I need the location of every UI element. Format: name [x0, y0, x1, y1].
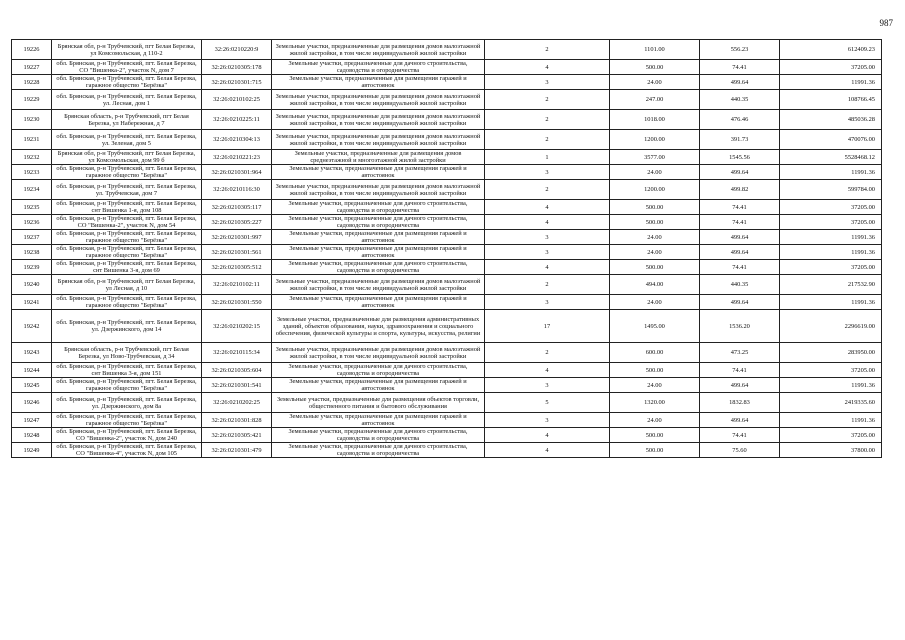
land-use-cell: Земельные участки, предназначенные для размещения гаражей и автостоянок — [272, 75, 485, 90]
land-use-cell: Земельные участки, предназначенные для размещения домов малоэтажной жилой застройки, в том числе индивидуальной жилой застройки — [272, 180, 485, 200]
cadastral-value-cell: 11991.36 — [780, 230, 882, 245]
address-cell: Брянская область, р-н Трубчевский, пгт Белая Березка, ул Ново-Трубчевская, д 34 — [52, 343, 202, 363]
table-row — [12, 130, 882, 150]
cadastral-number-cell: 32:26:0210116:30 — [202, 180, 272, 200]
area-cell: 500.00 — [610, 443, 700, 458]
specific-value-cell: 74.41 — [700, 200, 780, 215]
cadastral-value-cell: 2419335.60 — [780, 393, 882, 413]
row-number: 19237 — [12, 230, 52, 245]
table-row — [12, 150, 882, 165]
cadastral-value-cell: 11991.36 — [780, 413, 882, 428]
land-use-cell: Земельные участки, предназначенные для размещения домов малоэтажной жилой застройки, в том числе индивидуальной жилой застройки — [272, 40, 485, 60]
row-number: 19243 — [12, 343, 52, 363]
table-row — [12, 443, 882, 458]
land-use-cell: Земельные участки, предназначенные для размещения домов малоэтажной жилой застройки, в том числе индивидуальной жилой застройки — [272, 90, 485, 110]
cadastral-number-cell: 32:26:0210305:117 — [202, 200, 272, 215]
use-group-cell: 4 — [485, 428, 610, 443]
row-number: 19236 — [12, 215, 52, 230]
area-cell: 1200.00 — [610, 180, 700, 200]
address-cell: обл. Брянская, р-н Трубчевский, пгт. Белая Березка, ул. Дзержинского, дом 8а — [52, 393, 202, 413]
use-group-cell: 3 — [485, 165, 610, 180]
address-cell: обл. Брянская, р-н Трубчевский, пгт. Белая Березка, СО "Вишенка-2", участок N, дом 54 — [52, 215, 202, 230]
row-number: 19233 — [12, 165, 52, 180]
specific-value-cell: 74.41 — [700, 428, 780, 443]
area-cell: 24.00 — [610, 230, 700, 245]
area-cell: 3577.00 — [610, 150, 700, 165]
specific-value-cell: 499.64 — [700, 230, 780, 245]
land-use-cell: Земельные участки, предназначенные для дачного строительства, садоводства и огородничества — [272, 60, 485, 75]
cadastral-number-cell: 32:26:0210301:479 — [202, 443, 272, 458]
cadastral-value-cell: 37205.00 — [780, 200, 882, 215]
specific-value-cell: 499.64 — [700, 378, 780, 393]
row-number: 19228 — [12, 75, 52, 90]
specific-value-cell: 74.41 — [700, 260, 780, 275]
land-use-cell: Земельные участки, предназначенные для размещения домов малоэтажной жилой застройки, в том числе индивидуальной жилой застройки — [272, 130, 485, 150]
area-cell: 500.00 — [610, 60, 700, 75]
use-group-cell: 3 — [485, 295, 610, 310]
cadastral-value-cell: 11991.36 — [780, 245, 882, 260]
area-cell: 500.00 — [610, 363, 700, 378]
table-row — [12, 275, 882, 295]
address-cell: обл. Брянская, р-н Трубчевский, пгт. Белая Березка, ул. Зеленая, дом 5 — [52, 130, 202, 150]
specific-value-cell: 473.25 — [700, 343, 780, 363]
use-group-cell: 3 — [485, 378, 610, 393]
land-use-cell: Земельные участки, предназначенные для размещения домов малоэтажной жилой застройки, в том числе индивидуальной жилой застройки — [272, 110, 485, 130]
use-group-cell: 3 — [485, 245, 610, 260]
area-cell: 500.00 — [610, 200, 700, 215]
use-group-cell: 3 — [485, 230, 610, 245]
specific-value-cell: 499.82 — [700, 180, 780, 200]
cadastral-value-cell: 37205.00 — [780, 363, 882, 378]
row-number: 19226 — [12, 40, 52, 60]
table-row — [12, 413, 882, 428]
land-use-cell: Земельные участки, предназначенные для дачного строительства, садоводства и огородничества — [272, 363, 485, 378]
specific-value-cell: 391.73 — [700, 130, 780, 150]
row-number: 19227 — [12, 60, 52, 75]
cadastral-number-cell: 32:26:0210221:23 — [202, 150, 272, 165]
cadastral-value-cell: 470076.00 — [780, 130, 882, 150]
land-use-cell: Земельные участки, предназначенные для размещения домов малоэтажной жилой застройки, в том числе индивидуальной жилой застройки — [272, 275, 485, 295]
address-cell: обл. Брянская, р-н Трубчевский, пгт. Белая Березка, снт Вишенка 3-я, дом 151 — [52, 363, 202, 378]
land-use-cell: Земельные участки, предназначенные для размещения гаражей и автостоянок — [272, 230, 485, 245]
table-row — [12, 363, 882, 378]
address-cell: обл. Брянская, р-н Трубчевский, пгт. Белая Березка, гаражное общество "Берёзка" — [52, 165, 202, 180]
area-cell: 500.00 — [610, 260, 700, 275]
land-use-cell: Земельные участки, предназначенные для дачного строительства, садоводства и огородничества — [272, 428, 485, 443]
specific-value-cell: 440.35 — [700, 275, 780, 295]
table-row — [12, 428, 882, 443]
use-group-cell: 17 — [485, 310, 610, 343]
cadastral-number-cell: 32:26:0210102:11 — [202, 275, 272, 295]
cadastral-number-cell: 32:26:0210102:25 — [202, 90, 272, 110]
land-use-cell: Земельные участки, предназначенные для размещения административных зданий, объектов образования, науки, здравоохранения и социального обеспечения, физической культуры и спорта, культуры, искусства, религии — [272, 310, 485, 343]
row-number: 19230 — [12, 110, 52, 130]
use-group-cell: 2 — [485, 110, 610, 130]
cadastral-number-cell: 32:26:0210301:964 — [202, 165, 272, 180]
address-cell: обл. Брянская, р-н Трубчевский, пгт. Белая Березка, гаражное общество "Берёзка" — [52, 75, 202, 90]
table-row — [12, 310, 882, 343]
cadastral-value-cell: 2296619.00 — [780, 310, 882, 343]
specific-value-cell: 1832.83 — [700, 393, 780, 413]
specific-value-cell: 74.41 — [700, 363, 780, 378]
row-number: 19229 — [12, 90, 52, 110]
address-cell: Брянская обл, р-н Трубчевский, пгт Белая Березка, ул Комсомольская, дом 99 б — [52, 150, 202, 165]
use-group-cell: 4 — [485, 200, 610, 215]
table-row — [12, 60, 882, 75]
cadastral-number-cell: 32:26:0210301:715 — [202, 75, 272, 90]
table-row — [12, 180, 882, 200]
use-group-cell: 2 — [485, 130, 610, 150]
cadastral-number-cell: 32:26:0210305:604 — [202, 363, 272, 378]
cadastral-value-cell: 37205.00 — [780, 215, 882, 230]
row-number: 19244 — [12, 363, 52, 378]
row-number: 19231 — [12, 130, 52, 150]
address-cell: обл. Брянская, р-н Трубчевский, пгт. Белая Березка, СО "Вишенка-2", участок N, дом 240 — [52, 428, 202, 443]
address-cell: обл. Брянская, р-н Трубчевский, пгт. Белая Березка, гаражное общество "Берёзка" — [52, 378, 202, 393]
cadastral-number-cell: 32:26:0210115:34 — [202, 343, 272, 363]
specific-value-cell: 499.64 — [700, 165, 780, 180]
table-row — [12, 230, 882, 245]
cadastral-value-cell: 5528468.12 — [780, 150, 882, 165]
address-cell: обл. Брянская, р-н Трубчевский, пгт. Белая Березка, снт Вишенка 3-я, дом 69 — [52, 260, 202, 275]
cadastral-number-cell: 32:26:0210220:9 — [202, 40, 272, 60]
use-group-cell: 2 — [485, 343, 610, 363]
table-row — [12, 215, 882, 230]
cadastral-value-cell: 612409.23 — [780, 40, 882, 60]
cadastral-value-cell: 599784.00 — [780, 180, 882, 200]
address-cell: Брянская обл, р-н Трубчевский, пгт Белая Березка, ул Лесная, д 10 — [52, 275, 202, 295]
cadastral-value-cell: 11991.36 — [780, 295, 882, 310]
address-cell: обл. Брянская, р-н Трубчевский, пгт. Белая Березка, гаражное общество "Берёзка" — [52, 230, 202, 245]
row-number: 19248 — [12, 428, 52, 443]
land-use-cell: Земельные участки, предназначенные для размещения гаражей и автостоянок — [272, 378, 485, 393]
area-cell: 24.00 — [610, 295, 700, 310]
specific-value-cell: 1545.56 — [700, 150, 780, 165]
address-cell: обл. Брянская, р-н Трубчевский, пгт. Белая Березка, ул. Лесная, дом 1 — [52, 90, 202, 110]
use-group-cell: 2 — [485, 90, 610, 110]
row-number: 19239 — [12, 260, 52, 275]
area-cell: 24.00 — [610, 378, 700, 393]
specific-value-cell: 556.23 — [700, 40, 780, 60]
area-cell: 494.00 — [610, 275, 700, 295]
land-use-cell: Земельные участки, предназначенные для размещения гаражей и автостоянок — [272, 165, 485, 180]
specific-value-cell: 499.64 — [700, 413, 780, 428]
area-cell: 500.00 — [610, 215, 700, 230]
area-cell: 247.00 — [610, 90, 700, 110]
specific-value-cell: 75.60 — [700, 443, 780, 458]
table-row — [12, 200, 882, 215]
address-cell: обл. Брянская, р-н Трубчевский, пгт. Белая Березка, снт Вишенка 1-я, дом 108 — [52, 200, 202, 215]
cadastral-number-cell: 32:26:0210305:512 — [202, 260, 272, 275]
address-cell: обл. Брянская, р-н Трубчевский, пгт. Белая Березка, гаражное общество "Берёзка" — [52, 245, 202, 260]
use-group-cell: 4 — [485, 260, 610, 275]
cadastral-number-cell: 32:26:0210202:25 — [202, 393, 272, 413]
use-group-cell: 5 — [485, 393, 610, 413]
use-group-cell: 4 — [485, 215, 610, 230]
cadastral-value-cell: 108766.45 — [780, 90, 882, 110]
use-group-cell: 2 — [485, 180, 610, 200]
cadastral-value-cell: 37205.00 — [780, 428, 882, 443]
address-cell: обл. Брянская, р-н Трубчевский, пгт. Белая Березка, гаражное общество "Берёзка" — [52, 413, 202, 428]
land-use-cell: Земельные участки, предназначенные для размещения гаражей и автостоянок — [272, 413, 485, 428]
land-use-cell: Земельные участки, предназначенные для дачного строительства, садоводства и огородничества — [272, 443, 485, 458]
row-number: 19246 — [12, 393, 52, 413]
specific-value-cell: 499.64 — [700, 75, 780, 90]
table-row — [12, 90, 882, 110]
use-group-cell: 3 — [485, 75, 610, 90]
use-group-cell: 3 — [485, 413, 610, 428]
cadastral-number-cell: 32:26:0210305:178 — [202, 60, 272, 75]
cadastral-value-cell: 37205.00 — [780, 260, 882, 275]
area-cell: 24.00 — [610, 75, 700, 90]
address-cell: Брянская область, р-н Трубчевский, пгт Белая Березка, ул Набережная, д 7 — [52, 110, 202, 130]
land-use-cell: Земельные участки, предназначенные для дачного строительства, садоводства и огородничества — [272, 260, 485, 275]
area-cell: 24.00 — [610, 413, 700, 428]
row-number: 19238 — [12, 245, 52, 260]
table-row — [12, 75, 882, 90]
cadastral-value-cell: 485036.28 — [780, 110, 882, 130]
land-use-cell: Земельные участки, предназначенные для дачного строительства, садоводства и огородничества — [272, 215, 485, 230]
specific-value-cell: 499.64 — [700, 295, 780, 310]
area-cell: 600.00 — [610, 343, 700, 363]
cadastral-number-cell: 32:26:0210301:997 — [202, 230, 272, 245]
area-cell: 1018.00 — [610, 110, 700, 130]
area-cell: 24.00 — [610, 245, 700, 260]
use-group-cell: 4 — [485, 363, 610, 378]
row-number: 19242 — [12, 310, 52, 343]
cadastral-number-cell: 32:26:0210305:421 — [202, 428, 272, 443]
row-number: 19235 — [12, 200, 52, 215]
table-row — [12, 295, 882, 310]
land-use-cell: Земельные участки, предназначенные для дачного строительства, садоводства и огородничества — [272, 200, 485, 215]
specific-value-cell: 476.46 — [700, 110, 780, 130]
area-cell: 1101.00 — [610, 40, 700, 60]
address-cell: обл. Брянская, р-н Трубчевский, пгт. Белая Березка, ул. Трубчевская, дом 7 — [52, 180, 202, 200]
table-body — [12, 40, 882, 458]
row-number: 19245 — [12, 378, 52, 393]
specific-value-cell: 440.35 — [700, 90, 780, 110]
land-use-cell: Земельные участки, предназначенные для размещения домов малоэтажной жилой застройки, в том числе индивидуальной жилой застройки — [272, 343, 485, 363]
row-number: 19249 — [12, 443, 52, 458]
table-row — [12, 393, 882, 413]
row-number: 19240 — [12, 275, 52, 295]
area-cell: 1320.00 — [610, 393, 700, 413]
cadastral-value-cell: 283950.00 — [780, 343, 882, 363]
address-cell: обл. Брянская, р-н Трубчевский, пгт. Белая Березка, гаражное общество "Берёзка" — [52, 295, 202, 310]
address-cell: обл. Брянская, р-н Трубчевский, пгт. Белая Березка, ул. Дзержинского, дом 14 — [52, 310, 202, 343]
land-use-cell: Земельные участки, предназначенные для размещения гаражей и автостоянок — [272, 245, 485, 260]
table-row — [12, 343, 882, 363]
row-number: 19232 — [12, 150, 52, 165]
use-group-cell: 2 — [485, 40, 610, 60]
cadastral-value-table — [11, 39, 882, 458]
row-number: 19234 — [12, 180, 52, 200]
table-row — [12, 40, 882, 60]
specific-value-cell: 1536.20 — [700, 310, 780, 343]
cadastral-number-cell: 32:26:0210301:541 — [202, 378, 272, 393]
address-cell: Брянская обл, р-н Трубчевский, пгт Белая Березка, ул Комсомольская, д 110-2 — [52, 40, 202, 60]
cadastral-value-cell: 217532.90 — [780, 275, 882, 295]
land-use-cell: Земельные участки, предназначенные для размещения гаражей и автостоянок — [272, 295, 485, 310]
cadastral-number-cell: 32:26:0210304:13 — [202, 130, 272, 150]
table-row — [12, 165, 882, 180]
page-number: 987 — [879, 18, 893, 28]
cadastral-number-cell: 32:26:0210225:11 — [202, 110, 272, 130]
area-cell: 1495.00 — [610, 310, 700, 343]
address-cell: обл. Брянская, р-н Трубчевский, пгт. Белая Березка, СО "Вишенка-4", участок N, дом 105 — [52, 443, 202, 458]
cadastral-value-cell: 11991.36 — [780, 75, 882, 90]
row-number: 19241 — [12, 295, 52, 310]
table-row — [12, 110, 882, 130]
address-cell: обл. Брянская, р-н Трубчевский, пгт. Белая Березка, СО "Вишенка-2", участок N, дом 7 — [52, 60, 202, 75]
area-cell: 1200.00 — [610, 130, 700, 150]
row-number: 19247 — [12, 413, 52, 428]
cadastral-number-cell: 32:26:0210301:550 — [202, 295, 272, 310]
specific-value-cell: 499.64 — [700, 245, 780, 260]
specific-value-cell: 74.41 — [700, 215, 780, 230]
table-row — [12, 245, 882, 260]
land-use-cell: Земельные участки, предназначенные для размещения объектов торговли, общественного питания и бытового обслуживания — [272, 393, 485, 413]
use-group-cell: 2 — [485, 275, 610, 295]
cadastral-number-cell: 32:26:0210305:227 — [202, 215, 272, 230]
specific-value-cell: 74.41 — [700, 60, 780, 75]
cadastral-value-cell: 11991.36 — [780, 165, 882, 180]
cadastral-number-cell: 32:26:0210301:561 — [202, 245, 272, 260]
table-row — [12, 260, 882, 275]
table-row — [12, 378, 882, 393]
use-group-cell: 4 — [485, 60, 610, 75]
cadastral-number-cell: 32:26:0210301:828 — [202, 413, 272, 428]
cadastral-value-cell: 11991.36 — [780, 378, 882, 393]
area-cell: 24.00 — [610, 165, 700, 180]
cadastral-value-cell: 37800.00 — [780, 443, 882, 458]
land-use-cell: Земельные участки, предназначенные для размещения домов среднеэтажной и многоэтажной жилой застройки — [272, 150, 485, 165]
use-group-cell: 1 — [485, 150, 610, 165]
use-group-cell: 4 — [485, 443, 610, 458]
cadastral-value-cell: 37205.00 — [780, 60, 882, 75]
cadastral-number-cell: 32:26:0210202:15 — [202, 310, 272, 343]
area-cell: 500.00 — [610, 428, 700, 443]
